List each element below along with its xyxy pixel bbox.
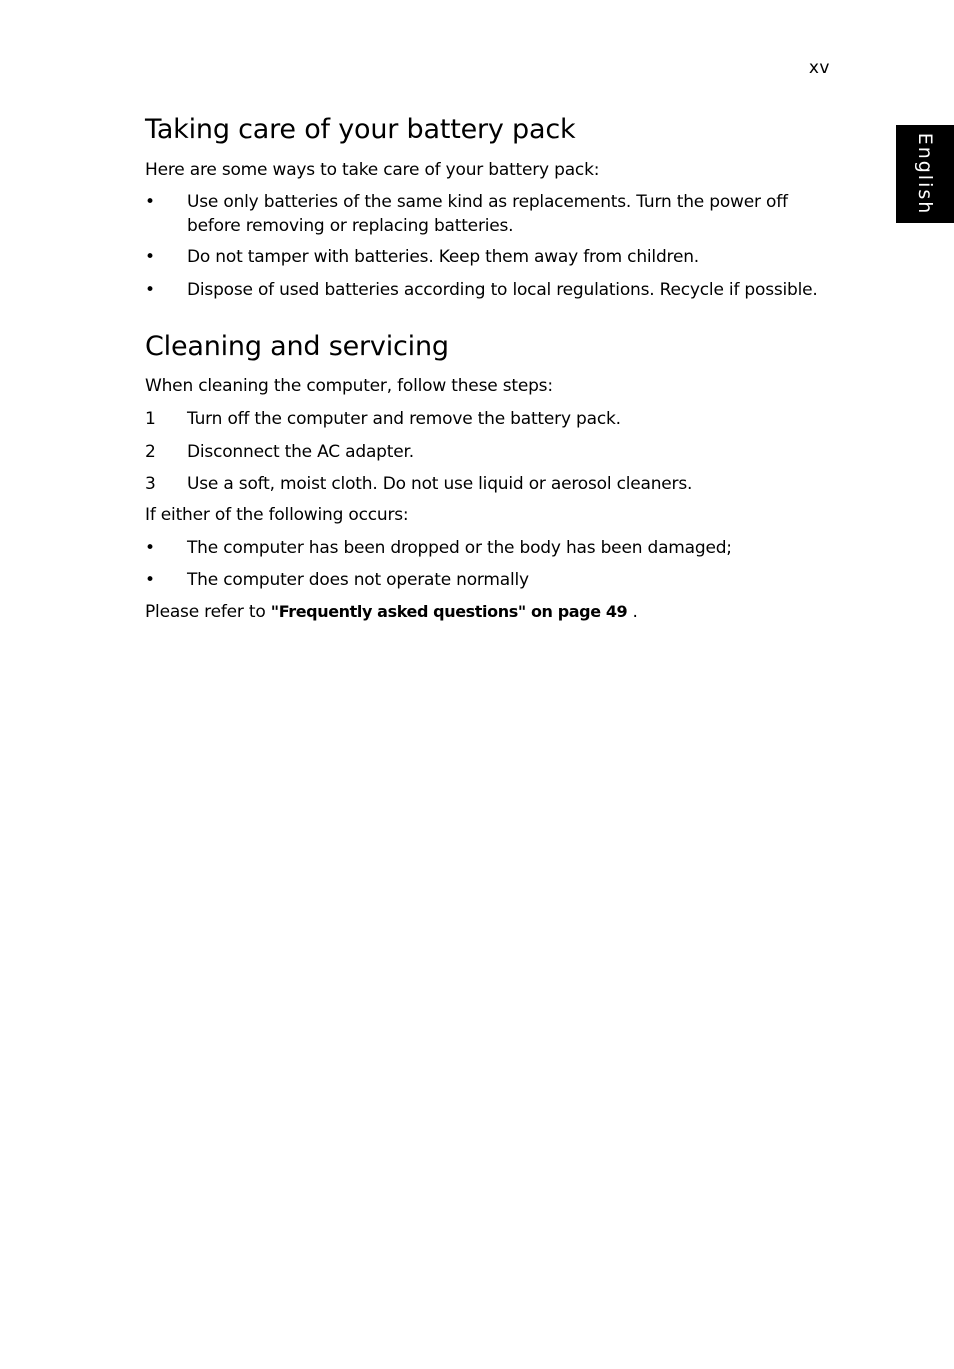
bullet-marker: •: [145, 247, 155, 267]
step-number: 2: [145, 442, 156, 462]
cleaning-intro: When cleaning the computer, follow these steps:: [145, 376, 553, 396]
step-number: 1: [145, 409, 156, 429]
battery-intro: Here are some ways to take care of your battery pack:: [145, 160, 600, 180]
faq-link[interactable]: "Frequently asked questions" on page 49: [270, 602, 628, 621]
language-tab: [896, 125, 954, 223]
cleaning-step: [145, 440, 845, 464]
bullet-marker: •: [145, 280, 155, 300]
step-text: Use a soft, moist cloth. Do not use liquid or aerosol cleaners.: [187, 474, 693, 494]
step-text: Disconnect the AC adapter.: [187, 442, 414, 462]
language-tab-label: English: [914, 132, 936, 216]
condition-list-item: [145, 536, 845, 560]
battery-section-heading: Taking care of your battery pack: [145, 114, 576, 145]
refer-paragraph: [145, 602, 638, 622]
condition-list-item: [145, 568, 845, 592]
conditions-intro: If either of the following occurs:: [145, 505, 409, 525]
bullet-marker: •: [145, 192, 155, 212]
cleaning-step: [145, 472, 845, 496]
condition-text: The computer does not operate normally: [187, 570, 529, 590]
battery-list-item: [145, 190, 845, 238]
refer-suffix: .: [627, 602, 638, 622]
battery-list-item: [145, 245, 845, 269]
battery-list-item: [145, 278, 845, 302]
battery-item-text: Dispose of used batteries according to local regulations. Recycle if possible.: [187, 280, 818, 300]
cleaning-step: [145, 407, 845, 431]
bullet-marker: •: [145, 570, 155, 590]
step-number: 3: [145, 474, 156, 494]
bullet-marker: •: [145, 538, 155, 558]
condition-text: The computer has been dropped or the body has been damaged;: [187, 538, 732, 558]
battery-item-text: Do not tamper with batteries. Keep them away from children.: [187, 247, 699, 267]
cleaning-section-heading: Cleaning and servicing: [145, 331, 449, 362]
battery-item-text: Use only batteries of the same kind as replacements. Turn the power off before removing or replacing batteries.: [187, 192, 788, 236]
page-number: xv: [808, 58, 830, 78]
step-text: Turn off the computer and remove the battery pack.: [187, 409, 621, 429]
refer-prefix: Please refer to: [145, 602, 271, 622]
